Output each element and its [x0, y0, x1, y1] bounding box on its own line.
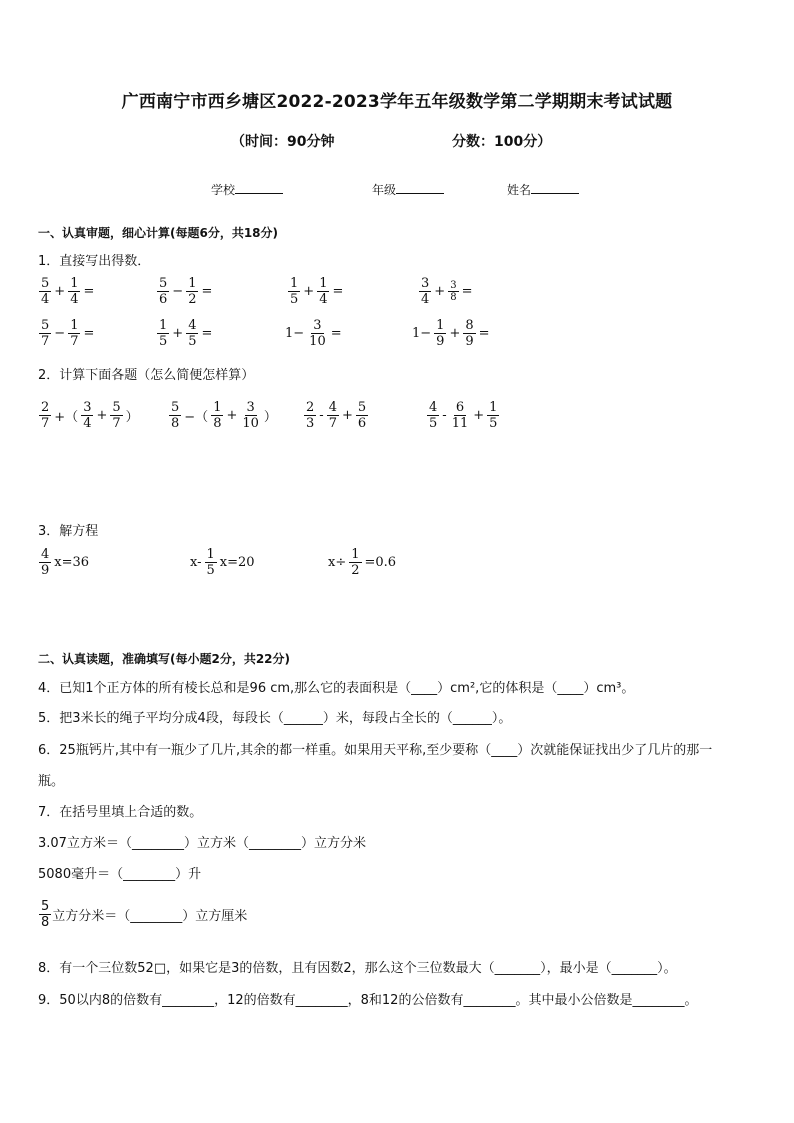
q3-item: [188, 547, 257, 578]
operator: =: [478, 326, 490, 341]
question-7a: 3.07立方米＝（________）立方米（________）立方分米: [38, 836, 366, 851]
question-6-cont: 瓶。: [38, 774, 65, 789]
q7c-fraction: $\frac{5}{8}$: [41, 899, 50, 930]
fraction: [349, 547, 361, 578]
question-8: 8．有一个三位数52□，如果它是3的倍数，且有因数2，那么这个三位数最大（_______），最小是（_______）。: [38, 961, 677, 976]
numerator: 5: [171, 400, 180, 415]
numerator: 5: [112, 400, 121, 415]
operator: =: [332, 284, 344, 299]
question-4: 4．已知1个正方体的所有棱长总和是96 cm,那么它的表面积是（____）cm²,它的体积是（____）cm³。: [38, 681, 635, 696]
numerator: 1: [319, 276, 328, 291]
operator: x=36: [54, 555, 90, 570]
denominator: 5: [188, 334, 197, 349]
operator: =: [201, 284, 213, 299]
numerator: 4: [328, 400, 337, 415]
fraction: [39, 318, 51, 349]
fraction: [186, 276, 198, 307]
denominator: 9: [41, 563, 50, 578]
fraction: [157, 318, 169, 349]
numerator: 2: [41, 400, 50, 415]
school-label: 学校: [211, 183, 236, 197]
fraction: [427, 400, 439, 431]
grade-label: 年级: [372, 183, 397, 197]
numerator: 4: [188, 318, 197, 333]
fraction: [186, 318, 198, 349]
operator: =0.6: [364, 555, 397, 570]
denominator: 9: [465, 334, 474, 349]
q1-item: [287, 276, 345, 307]
fraction: [463, 318, 475, 349]
numerator: 1: [70, 276, 79, 291]
page-title: 广西南宁市西乡塘区2022-2023学年五年级数学第二学期期末考试试题: [121, 92, 673, 112]
operator: −: [172, 284, 184, 299]
denominator: 5: [489, 416, 498, 431]
denominator: 4: [41, 292, 50, 307]
numerator: 1: [489, 400, 498, 415]
numerator: 8: [465, 318, 474, 333]
denominator: 10: [309, 334, 326, 349]
denominator: 9: [436, 334, 445, 349]
operator: +: [303, 284, 315, 299]
operator: 1−: [412, 326, 432, 341]
denominator: 4: [83, 416, 92, 431]
numerator: 3: [246, 400, 255, 415]
operator: +: [96, 408, 108, 423]
school-field: [211, 181, 283, 198]
numerator: 3: [313, 318, 322, 333]
q1-item: [156, 276, 214, 307]
numerator: 1: [206, 547, 215, 562]
denominator: 7: [328, 416, 337, 431]
operator: =: [201, 326, 213, 341]
denominator: 4: [421, 292, 430, 307]
fraction: [211, 400, 223, 431]
denominator: 5: [206, 563, 215, 578]
numerator: 2: [306, 400, 315, 415]
section2-heading: 二、认真读题，准确填写(每小题2分，共22分): [38, 652, 291, 666]
question-7: 7．在括号里填上合适的数。: [38, 805, 203, 820]
q3-label: 3．解方程: [38, 524, 99, 539]
denominator: 7: [112, 416, 121, 431]
question-5: 5．把3米长的绳子平均分成4段，每段长（______）米，每段占全长的（______）。: [38, 711, 512, 726]
operator: +: [172, 326, 184, 341]
operator: −（: [184, 410, 209, 425]
numerator: 5: [41, 318, 50, 333]
question-7c: $\frac{5}{8}$ 立方分米＝（________）立方厘米: [41, 899, 248, 930]
denominator: 5: [159, 334, 168, 349]
q2-item: [303, 400, 369, 431]
fraction: [205, 547, 217, 578]
denominator: 7: [41, 416, 50, 431]
fraction: [356, 400, 368, 431]
q1-item: [283, 318, 344, 349]
grade-field: [372, 181, 444, 198]
denominator: 10: [242, 416, 259, 431]
fraction: [327, 400, 339, 431]
operator: x=20: [219, 555, 255, 570]
fraction: [448, 280, 458, 303]
fraction: [450, 400, 471, 431]
denominator: 8: [213, 416, 222, 431]
denominator: 2: [351, 563, 360, 578]
name-blank[interactable]: [531, 181, 579, 194]
fraction: [68, 276, 80, 307]
operator: =: [83, 284, 95, 299]
grade-blank[interactable]: [396, 181, 444, 194]
operator: +: [473, 408, 485, 423]
numerator: 5: [357, 400, 367, 415]
denominator: 5: [290, 292, 299, 307]
denominator: 11: [451, 416, 469, 431]
fraction: [157, 276, 169, 307]
numerator: 1: [159, 318, 168, 333]
operator: +: [226, 408, 238, 423]
q2-item: [168, 400, 279, 431]
operator: x÷: [328, 555, 347, 570]
numerator: 1: [436, 318, 445, 333]
q2-item: [426, 400, 500, 431]
exam-time: （时间：90分钟: [231, 134, 335, 150]
name-label: 姓名: [507, 183, 532, 197]
denominator: 2: [188, 292, 197, 307]
section1-heading: 一、认真审题，细心计算(每题6分，共18分): [38, 226, 279, 240]
numerator: 1: [70, 318, 79, 333]
q2-label: 2．计算下面各题（怎么简便怎样算）: [38, 368, 255, 383]
fraction: [110, 400, 122, 431]
q3-item: [326, 547, 398, 578]
fraction: [304, 400, 316, 431]
denominator: 6: [357, 416, 367, 431]
numerator: 4: [429, 400, 438, 415]
denominator: 4: [70, 292, 79, 307]
fraction: [307, 318, 328, 349]
q1-item: [418, 276, 474, 307]
operator: +: [341, 408, 353, 423]
numerator: 3: [421, 276, 430, 291]
question-7b: 5080毫升＝（________）升: [38, 867, 202, 882]
q1-item: [156, 318, 214, 349]
q3-item: [38, 547, 91, 578]
fraction: [39, 276, 51, 307]
q2-item: [38, 400, 141, 431]
fraction: [419, 276, 431, 307]
fraction: [317, 276, 329, 307]
fraction: [288, 276, 300, 307]
question-6: 6．25瓶钙片,其中有一瓶少了几片,其余的都一样重。如果用天平称,至少要称（____）次就能保证找出少了几片的那一: [38, 743, 713, 758]
fraction: [39, 400, 51, 431]
operator: -: [319, 408, 324, 423]
q1-label: 1．直接写出得数．: [38, 254, 151, 269]
denominator: 7: [70, 334, 79, 349]
numerator: 1: [188, 276, 197, 291]
operator: ）: [125, 410, 139, 425]
fraction: [39, 547, 51, 578]
q1-item: [410, 318, 492, 349]
numerator: 6: [455, 400, 465, 415]
operator: =: [330, 326, 342, 341]
operator: -: [442, 408, 447, 423]
numerator: 3: [450, 280, 457, 291]
fraction: [68, 318, 80, 349]
operator: =: [83, 326, 95, 341]
operator: +: [54, 284, 66, 299]
denominator: 7: [41, 334, 50, 349]
operator: +: [434, 284, 446, 299]
operator: =: [461, 284, 473, 299]
denominator: 8: [171, 416, 180, 431]
fraction: [240, 400, 261, 431]
operator: ）: [263, 410, 277, 425]
name-field: [507, 181, 579, 198]
numerator: 5: [159, 276, 168, 291]
exam-score: 分数：100分）: [452, 134, 552, 150]
fraction: [81, 400, 93, 431]
numerator: 4: [41, 547, 50, 562]
numerator: 3: [83, 400, 92, 415]
operator: +: [449, 326, 461, 341]
q1-item: [38, 318, 96, 349]
q1-item: [38, 276, 96, 307]
numerator: 5: [41, 276, 50, 291]
operator: 1−: [285, 326, 305, 341]
school-blank[interactable]: [235, 181, 283, 194]
numerator: 1: [351, 547, 360, 562]
fraction: [434, 318, 446, 349]
denominator: 4: [319, 292, 328, 307]
question-9: 9．50以内8的倍数有________，12的倍数有________，8和12的公倍数有________。其中最小公倍数是________。: [38, 993, 698, 1008]
operator: −: [54, 326, 66, 341]
denominator: 8: [450, 292, 457, 303]
operator: +（: [54, 410, 79, 425]
numerator: 1: [290, 276, 299, 291]
operator: x-: [190, 555, 202, 570]
fraction: [487, 400, 499, 431]
denominator: 5: [429, 416, 438, 431]
denominator: 6: [159, 292, 168, 307]
numerator: 1: [213, 400, 222, 415]
fraction: [169, 400, 181, 431]
denominator: 3: [306, 416, 315, 431]
